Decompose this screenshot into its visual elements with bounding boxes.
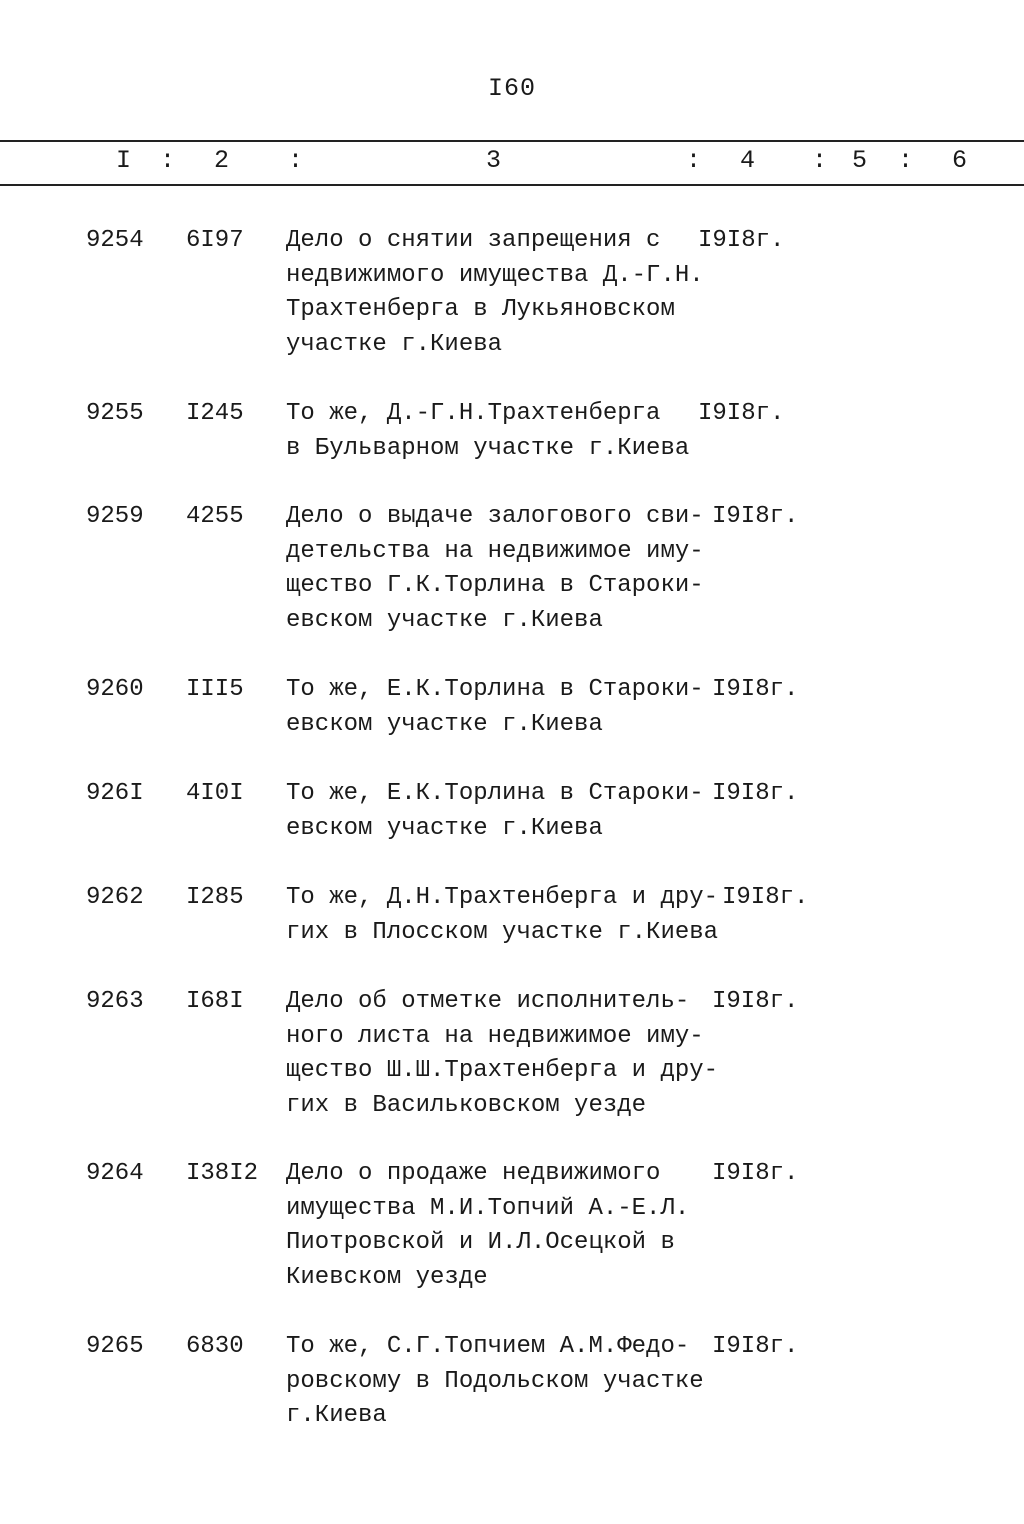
file-number: 4I0I [186, 780, 244, 807]
col-header-sep: : [812, 146, 828, 175]
entry-year: I9I8г. [712, 676, 799, 703]
entry-number: 926I [86, 780, 144, 807]
description-line: детельства на недвижимое иму- [286, 537, 704, 565]
description-line: гих в Плосском участке г.Киева [286, 918, 719, 946]
entry-number: 9260 [86, 676, 144, 703]
description-line: Киевском уезде [286, 1263, 488, 1291]
description-line: То же, С.Г.Топчием А.М.Федо- [286, 1333, 690, 1360]
col-header-sep: : [288, 146, 304, 175]
header-rule-top [0, 140, 1024, 142]
entry-description [286, 777, 716, 846]
description-line: евском участке г.Киева [286, 606, 603, 634]
entry-description [286, 224, 716, 362]
description-line: гих в Васильковском уезде [286, 1091, 647, 1119]
entry-year: I9I8г. [722, 884, 809, 911]
description-line: Дело о снятии запрещения с [286, 227, 661, 254]
file-number: 6830 [186, 1333, 244, 1360]
file-number: 6I97 [186, 227, 244, 254]
entry-year: I9I8г. [712, 1333, 799, 1360]
description-line: евском участке г.Киева [286, 814, 603, 842]
col-header-sep: : [898, 146, 914, 175]
entry-description [286, 881, 719, 950]
description-line: Трахтенберга в Лукьяновском [286, 296, 675, 323]
description-line: То же, Е.К.Торлина в Староки- [286, 676, 704, 703]
entry-year: I9I8г. [712, 1160, 799, 1187]
col-header-5: 5 [852, 146, 868, 175]
description-line: щество Г.К.Торлина в Староки- [286, 572, 704, 599]
description-line: Пиотровской и И.Л.Осецкой в [286, 1229, 675, 1256]
entry-number: 9254 [86, 227, 144, 254]
entry-number: 9264 [86, 1160, 144, 1187]
description-line: в Бульварном участке г.Киева [286, 434, 690, 462]
description-line: участке г.Киева [286, 330, 503, 358]
description-line: То же, Д.Н.Трахтенберга и дру- [286, 884, 719, 911]
file-number: I245 [186, 400, 244, 427]
file-number: I68I [186, 988, 244, 1015]
description-line: То же, Е.К.Торлина в Староки- [286, 780, 704, 807]
entry-year: I9I8г. [698, 400, 785, 427]
entry-year: I9I8г. [712, 503, 799, 530]
entry-description [286, 397, 716, 466]
description-line: Дело об отметке исполнитель- [286, 988, 690, 1015]
entry-description [286, 500, 716, 638]
file-number: I285 [186, 884, 244, 911]
entry-number: 9255 [86, 400, 144, 427]
description-line: имущества М.И.Топчий А.-Е.Л. [286, 1194, 690, 1222]
file-number: 4255 [186, 503, 244, 530]
col-header-sep: : [160, 146, 176, 175]
description-line: г.Киева [286, 1402, 387, 1429]
description-line: ровскому в Подольском участке [286, 1367, 704, 1395]
description-line: евском участке г.Киева [286, 710, 603, 738]
entry-number: 9259 [86, 503, 144, 530]
file-number: III5 [186, 676, 244, 703]
col-header-4: 4 [740, 146, 756, 175]
entry-description [286, 1330, 716, 1434]
entry-number: 9262 [86, 884, 144, 911]
col-header-sep: : [686, 146, 702, 175]
description-line: ного листа на недвижимое иму- [286, 1022, 704, 1050]
entry-description [286, 985, 719, 1123]
col-header-3: 3 [486, 146, 502, 175]
description-line: Дело о выдаче залогового сви- [286, 503, 704, 530]
description-line: щество Ш.Ш.Трахтенберга и дру- [286, 1057, 719, 1084]
entry-number: 9263 [86, 988, 144, 1015]
page-number: I60 [487, 74, 536, 103]
header-rule-bottom [0, 184, 1024, 186]
description-line: недвижимого имущества Д.-Г.Н. [286, 261, 704, 289]
col-header-6: 6 [952, 146, 968, 175]
col-header-2: 2 [214, 146, 230, 175]
description-line: Дело о продаже недвижимого [286, 1160, 661, 1187]
file-number: I38I2 [186, 1160, 259, 1187]
entry-year: I9I8г. [698, 227, 785, 254]
entry-number: 9265 [86, 1333, 144, 1360]
description-line: То же, Д.-Г.Н.Трахтенберга [286, 400, 661, 427]
entry-year: I9I8г. [712, 988, 799, 1015]
entry-description [286, 1157, 716, 1295]
entry-year: I9I8г. [712, 780, 799, 807]
col-header-1: I [116, 146, 132, 175]
entry-description [286, 673, 716, 742]
